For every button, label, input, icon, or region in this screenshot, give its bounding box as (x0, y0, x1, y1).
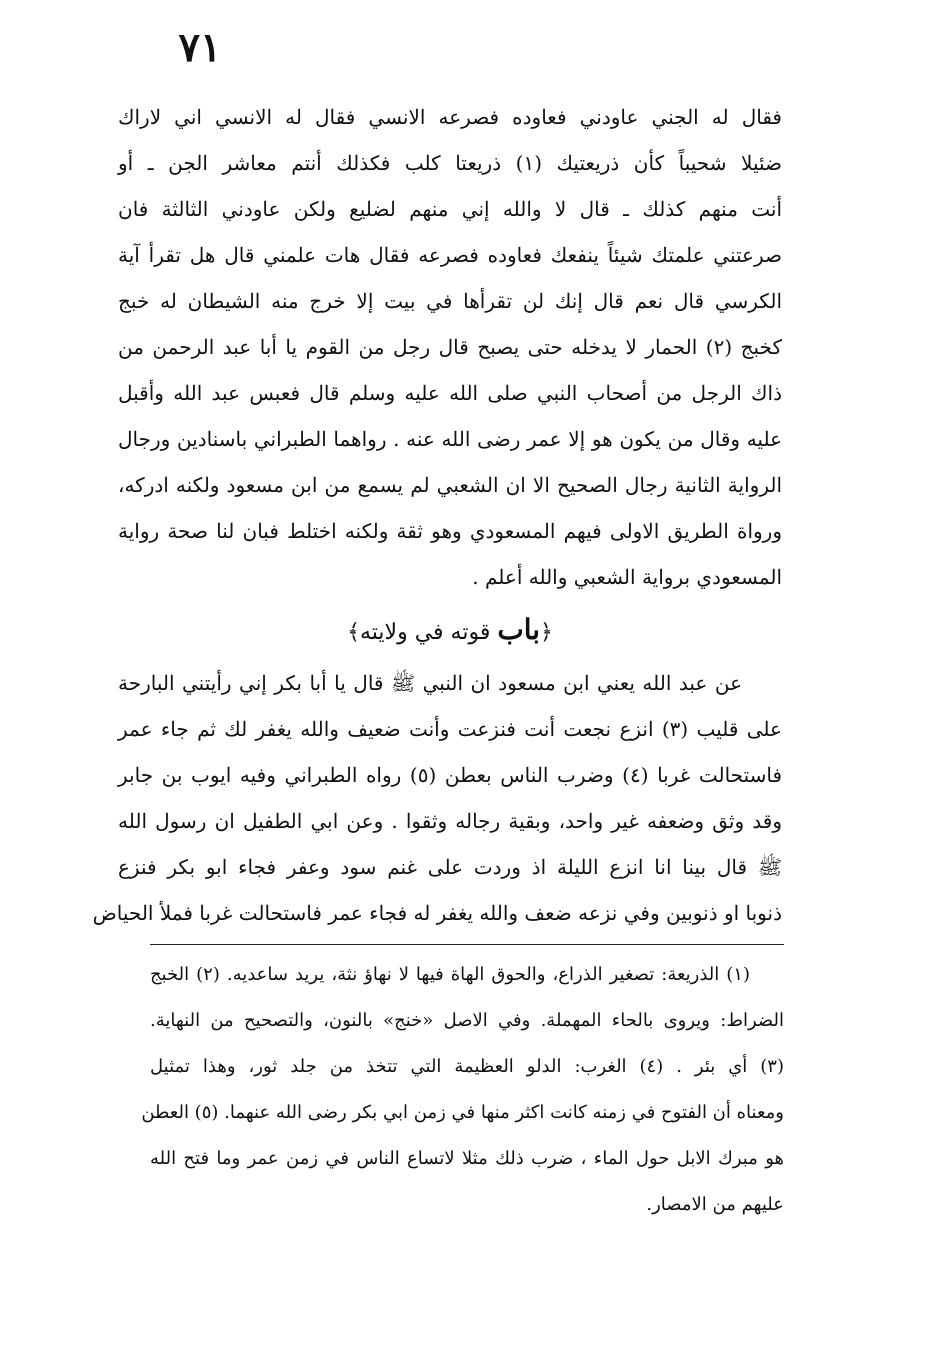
text-line: فاستحالت غربا (٤) وضرب الناس بعطن (٥) رواه الطبراني وفيه ايوب بن جابر (118, 763, 783, 787)
chapter-heading (118, 600, 782, 660)
text-line: عن عبد الله يعني ابن مسعود ان النبي ﷺ قال يا أبا بكر إني رأيتني البارحة (118, 671, 742, 695)
main-text (92, 94, 783, 936)
heading-title: قوته في ولايته (359, 620, 491, 645)
footnote-line: (٣) أي بئر . (٤) الغرب: الدلو العظيمة التي تتخذ من جلد ثور، وهذا تمثيل (150, 1056, 784, 1077)
footnote-line: هو مبرك الابل حول الماء ، ضرب ذلك مثلا لاتساع الناس في زمن عمر وما فتح الله (150, 1148, 784, 1169)
footnotes (141, 952, 784, 1228)
text-line: الكرسي قال نعم قال إنك لن تقرأها في بيت إلا خرج منه الشيطان له خبج (118, 289, 782, 313)
text-line: ورواة الطريق الاولى فيهم المسعودي وهو ثقة ولكنه اختلط فبان لنا صحة رواية (118, 519, 782, 543)
text-line: فقال له الجني عاودني فعاوده فصرعه الانسي فقال له الانسي اني لاراك (118, 105, 782, 129)
text-line: ذاك الرجل من أصحاب النبي صلى الله عليه وسلم قال فعبس عبد الله وأقبل (118, 381, 782, 405)
footnote-divider (150, 944, 784, 945)
footnote-line: عليهم من الامصار. (646, 1194, 784, 1215)
heading-bracket-open: ﴿ (540, 620, 553, 645)
text-line: وقد وثق وضعفه غير واحد، وبقية رجاله وثقوا . وعن ابي الطفيل ان رسول الله (118, 809, 782, 833)
page-number: ٧١ (178, 24, 222, 71)
text-line: ذنوبا او ذنوبين وفي نزعه ضعف والله يغفر له فجاء عمر فاستحالت غربا فملأ الحياض (92, 901, 782, 925)
text-line: صرعتني علمتك شيئاً ينفعك فعاوده فصرعه فقال هات علمني قال هل تقرأ آية (118, 243, 782, 267)
text-line: على قليب (٣) انزع نجعت أنت فنزعت وأنت ضعيف والله يغفر لك ثم جاء عمر (118, 717, 782, 741)
text-line: ضئيلا شحيباً كأن ذريعتيك (١) ذريعتا كلب فكذلك أنتم معاشر الجن ـ أو (118, 151, 782, 175)
text-line: ﷺ قال بينا انا انزع الليلة اذ وردت على غنم سود وعفر فجاء ابو بكر فنزع (118, 855, 782, 879)
text-line: عليه وقال من يكون هو إلا عمر رضى الله عنه . رواهما الطبراني باسنادين ورجال (118, 427, 782, 451)
text-line: الرواية الثانية رجال الصحيح الا ان الشعبي لم يسمع من ابن مسعود ولكنه ادركه، (118, 473, 782, 497)
text-line: كخبج (٢) الحمار لا يدخله حتى يصبح قال رجل من القوم يا أبا عبد الرحمن من (118, 335, 782, 359)
text-line: أنت منهم كذلك ـ قال لا والله إني منهم لضليع ولكن عاودني الثالثة فان (118, 197, 782, 221)
heading-bab: باب (497, 613, 541, 646)
footnote-line: الضراط: ويروى بالحاء المهملة. وفي الاصل «خنج» بالنون، والتصحيح من النهاية. (150, 1010, 784, 1031)
heading-bracket-close: ﴾ (347, 620, 360, 645)
footnote-line: (١) الذريعة: تصغير الذراع، والحوق الهاة فيها لا نهاؤ نثة، يريد ساعديه. (٢) الخبج (150, 964, 750, 985)
footnote-line: ومعناه أن الفتوح في زمنه كانت اكثر منها في زمن ابي بكر رضى الله عنهما. (٥) العطن (141, 1102, 784, 1123)
text-line: المسعودي برواية الشعبي والله أعلم . (472, 565, 782, 589)
